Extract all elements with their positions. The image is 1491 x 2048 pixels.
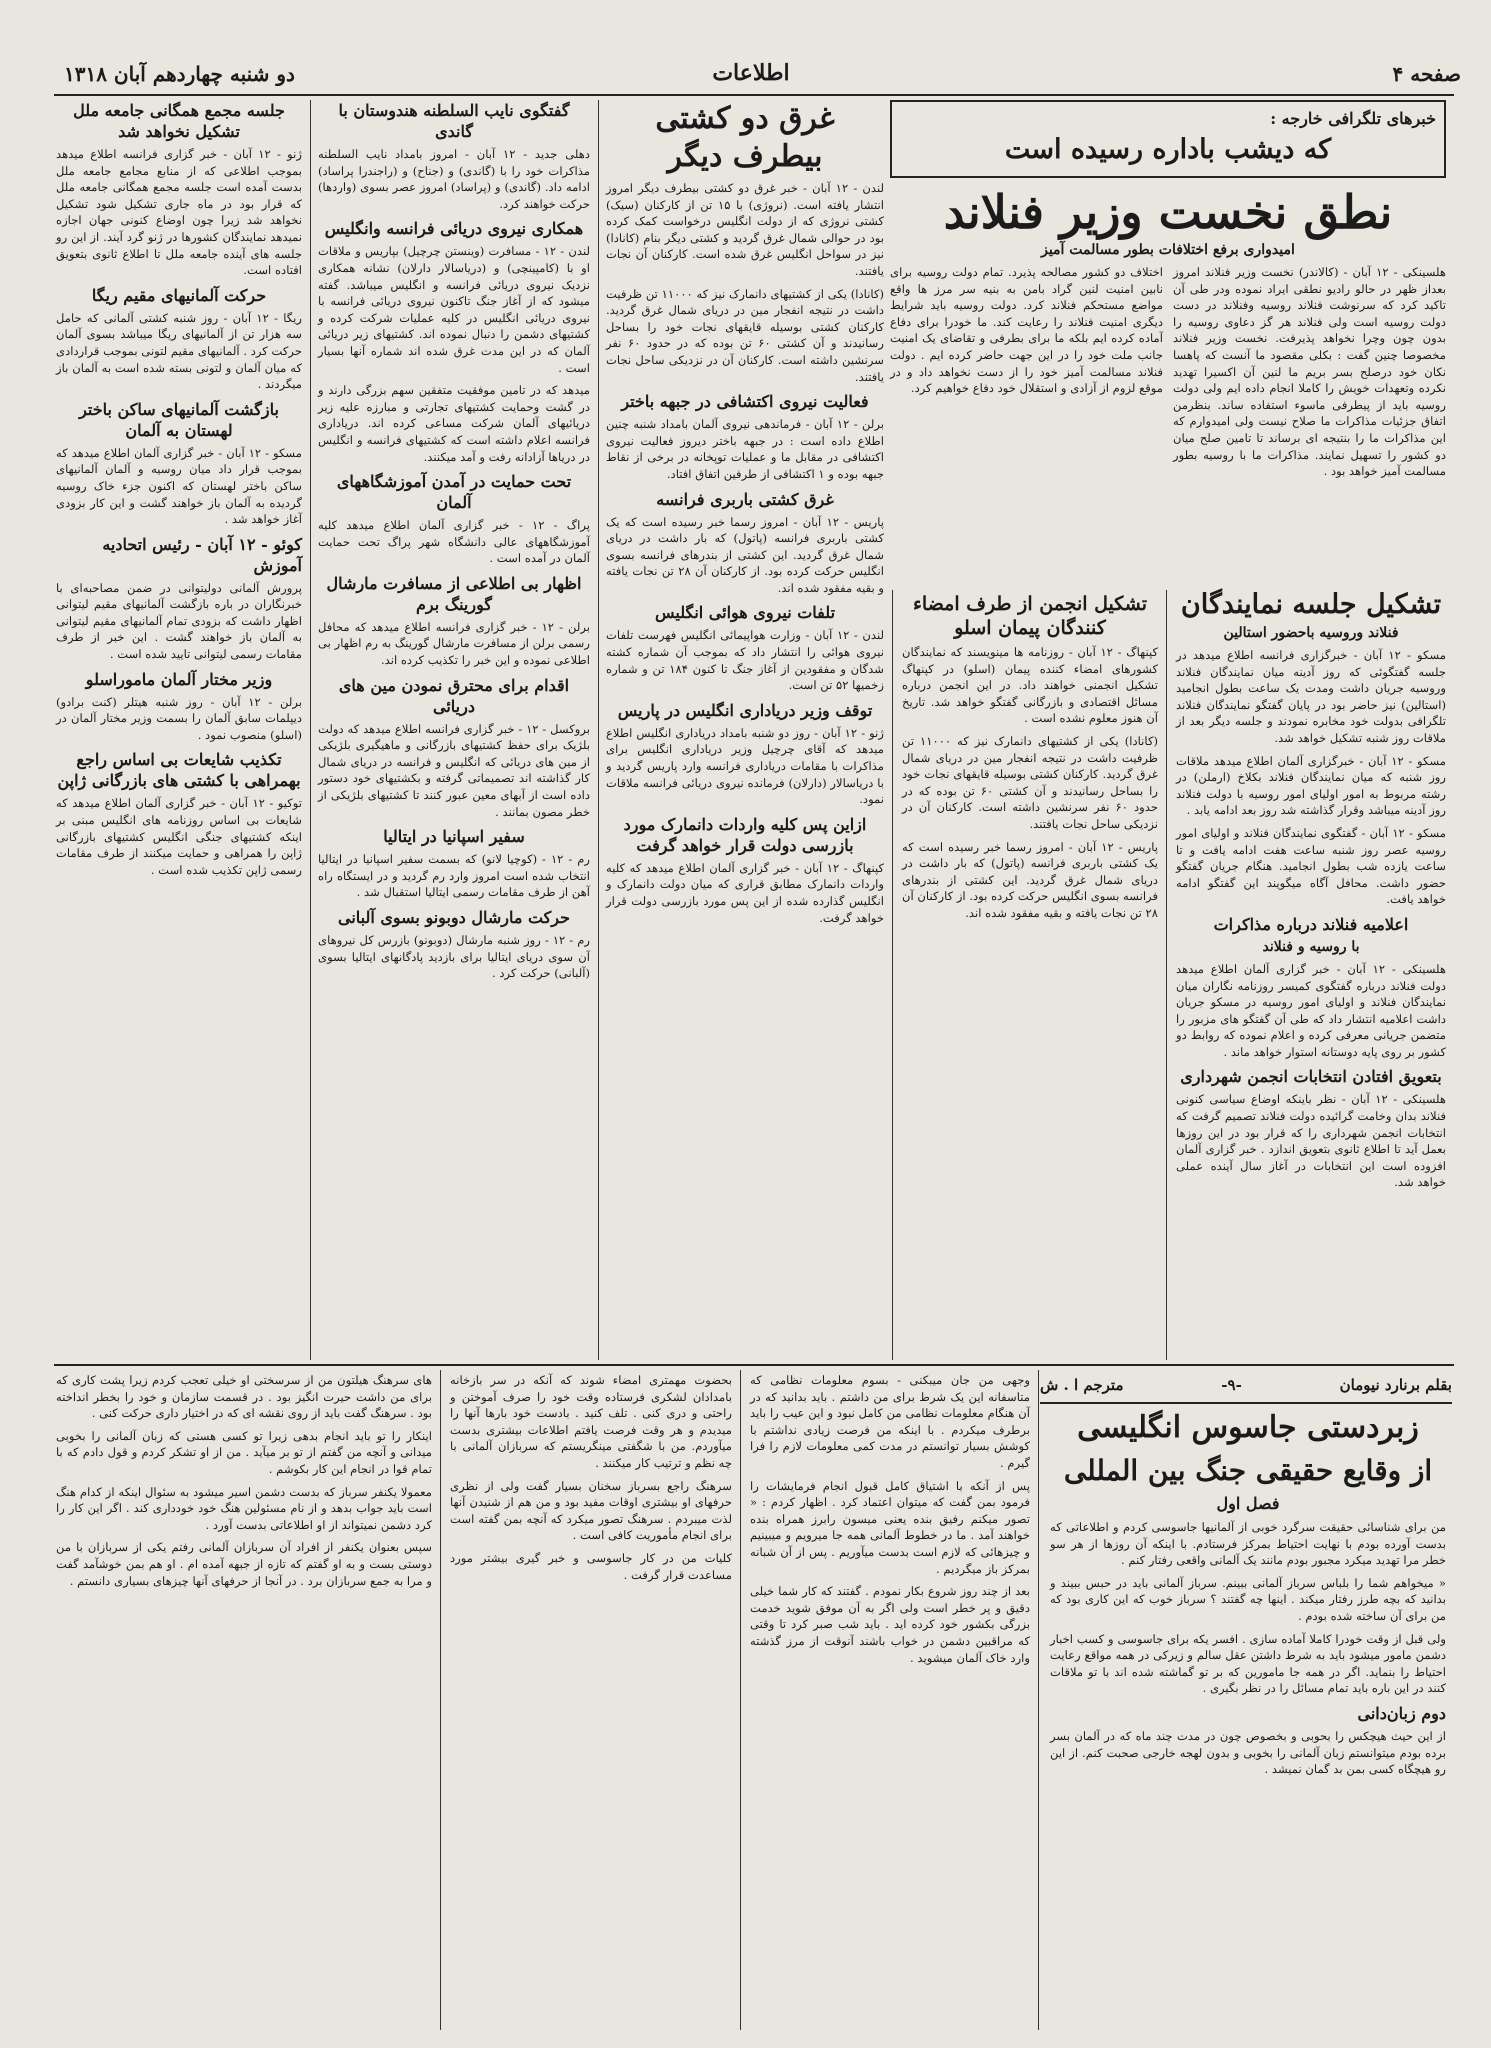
article-paragraph: لندن - ۱۲ آبان - وزارت هواپیمائی انگلیس فهرست تلفات نیروی هوائی را انتشار داد که بموجب آن شماره کشته شدگان و مفقودین از آغاز جنگ تا کنون ۱۸۴ تن و شماره زخمیها ۵۲ تن است. xyxy=(606,628,885,693)
page-number: صفحه ۴ xyxy=(1392,62,1461,86)
article-headline: بازگشت آلمانیهای ساکن باختر لهستان به آلمان xyxy=(79,399,279,440)
article-paragraph: اختلاف دو کشور مصالحه پذیرد. تمام دولت روسیه برای نابین امنیت لنین گراد بامن به بنیه سر مرز ها واقع مواضع مستحکم فنلاند کرد. دولت روسیه باید شرایط دیگری امنیت فنلاند را رعایت کند. ما خودرا برای دفاع آماده کرده ایم بلکه ما برای بطرفی و تقاضای یک امنیت جانب ملت خود را در این جهت حاضر کرده ایم . دولت فنلاند مسالمت آمیز خود را از دست نخواهد داد و در موقع لزوم از آزادی و استقلال خود دفاع خواهیم کرد. xyxy=(890,265,1163,396)
serial-author: بقلم برنارد نیومان xyxy=(1339,1376,1452,1394)
article-two-col xyxy=(890,264,1446,486)
article-headline: بتعویق افتادن انتخابات انجمن شهرداری xyxy=(1180,1067,1442,1087)
article-paragraph: میدهد که در تامین موفقیت متفقین سهم بزرگی دارند و در گشت وحمایت کشتیهای تجارتی و مبارزه علیه زیر دریائیهای آلمان شرکت مساعی کرده اند. دریاداری فرانسه اعلام داشته است که کشتیهای فرانسه و انگلیس در دریاها آزادانه رفت و آمد میکنند. xyxy=(318,383,590,464)
serial-paragraph: پس از آنکه با اشتیاق کامل قبول انجام فرمایشات را فرمود بمن گفت که میتوان اعتماد کرد . اظهار کردم : « تصور میکنم رفیق بنده یعنی میسون رابرز همراه بنده خواهند آمد . ما در خطوط آلمانی همه جا میرویم و میبینیم و چیزهائی که لازم است بدست میآوریم . پس از آن شبانه بمرکز باز میگردیم . xyxy=(750,1478,1030,1576)
serial-paragraph: اینکار را تو باید انجام بدهی زیرا تو کسی هستی که زبان آلمانی را بخوبی میدانی و آنچه من گفتم از تو بر میآید . من از او تشکر کردم و قول دادم که با تمام قوا در انجام این کار بکوشم . xyxy=(56,1428,432,1476)
article-headline: غرق دو کشتی بیطرف دیگر xyxy=(655,101,835,174)
article-paragraph: دهلی جدید - ۱۲ آبان - امروز بامداد نایب السلطنه مذاکرات خود را با (گاندی) و (جناح) و (راجندرا پراساد) ادامه داد. (گاندی) و (پراساد) امروز عصر بسوی (واردها) حرکت خواهند کرد. xyxy=(318,147,590,211)
article-headline: نطق نخست وزیر فنلاند xyxy=(943,185,1393,239)
article-headline: تلفات نیروی هوائی انگلیس xyxy=(654,603,836,623)
article-headline: اظهار بی اطلاعی از مسافرت مارشال گورینگ برم xyxy=(326,573,582,614)
article-headline: سفیر اسپانیا در ایتالیا xyxy=(383,827,525,847)
article-subhead: فنلاند وروسیه باحضور استالین xyxy=(1223,625,1399,641)
column-divider xyxy=(440,1370,441,2030)
column-divider xyxy=(310,100,311,1360)
article-paragraph: پاریس - ۱۲ آبان - امروز رسما خبر رسیده است که یک کشتی باربری فرانسه (پاتول) که بار داشت در دریای شمال غرق گردید. این کشتی از بندرهای فرانسه بسوی انگلیس حرکت کرده بود. از کارکنان آن ۲۸ تن نجات یافته و بقیه مفقود شده اند. xyxy=(606,514,884,595)
foreign-news-box xyxy=(890,100,1446,178)
article-headline: کوئو - ۱۲ آبان - رئیس اتحادیه آموزش xyxy=(102,534,302,575)
article-headline: تحت حمایت در آمدن آموزشگاههای آلمان xyxy=(336,472,572,513)
article-paragraph: لندن - ۱۲ آبان - خبر غرق دو کشتی بیطرف دیگر امروز انتشار یافته است. (نروژی) با ۱۵ تن از کارکنان (سیک) کشتی نروژی که از دولت انگلیس درخواست کمک کرده بود در حوالی شمال غرق گردید و کشتی دیگر بنام (کانادا) نیز در سواحل انگلیس غرق شده است. کارکنان آن نجات یافتند. xyxy=(606,181,885,278)
serial-paragraph: وجهی من جان میبکنی - بسوم معلومات نظامی که متاسفانه این یک شرط برای من داشتم . باید بدانید که در آن هنگام معلومات نظامی من کامل نبود و این عیب را باید برطرف میکردم . با اینکه من فرصت زیادی نداشتم با کوشش بسیار توانستم در مدت کمی معلومات لازم را فرا گیرم . xyxy=(750,1373,1030,1470)
serial-byline-bar xyxy=(1040,1370,1452,1400)
newspaper-name: اطلاعات xyxy=(712,60,790,86)
article-paragraph: مسکو - ۱۲ آبان - گفتگوی نمایندگان فنلاند و اولیای امور روسیه عصر روز شنبه ساعت هفت ادامه یافت و تا ساعت یازده شب بطول انجامید. هنگام جریان گفتگو حضور داشت. محافل آگاه میگویند این گفتگو ادامه خواهد یافت. xyxy=(1176,825,1447,907)
article-headline: حرکت آلمانیهای مقیم ریگا xyxy=(91,285,267,305)
serial-paragraph: کلیات من در کار جاسوسی و خبر گیری بیشتر مورد مساعدت قرار گرفت . xyxy=(450,1550,732,1582)
serial-title: زبردستی جاسوس انگلیسی xyxy=(1077,1410,1419,1445)
serial-column-2 xyxy=(744,1372,1036,2028)
section-rule xyxy=(54,1364,1454,1366)
serial-paragraph: من برای شناسائی حقیقت سرگرد خوبی از آلمانیها جاسوسی کردم و اطلاعاتی که بدست آورده بودم با نهایت احتیاط بمرکز فرستادم. با اینکه آن روزها از هر سو خطر مرا تهدید میکرد مجبور بودم مانند یک آلمانی واقعی رفتار کنم . xyxy=(1050,1520,1446,1568)
article-headline: گفتگوی نایب السلطنه هندوستان با گاندی xyxy=(338,101,570,141)
column-divider xyxy=(740,1370,741,2030)
serial-translator: مترجم ا . ش xyxy=(1040,1376,1124,1394)
article-headline: همکاری نیروی دریائی فرانسه وانگلیس xyxy=(324,219,584,239)
column-divider xyxy=(1038,1370,1039,2030)
header-rule xyxy=(54,94,1454,96)
news-column-finland-2 xyxy=(1170,588,1452,1488)
column-divider xyxy=(1166,590,1167,1360)
article-paragraph: مسکو - ۱۲ آبان - خبرگزاری آلمان اطلاع میدهد ملاقات روز شنبه که میان نمایندگان فنلاند بکلاخ (ارملن) در رشته مربوط به امور اولیای امور روسیه با دولت فنلاند روز آدینه میباشد وقرار گذاشته شد روز بعد ادامه یابد . xyxy=(1176,753,1447,818)
article-headline: حرکت مارشال دوبونو بسوی آلبانی xyxy=(337,908,571,927)
article-subhead: امیدواری برفع اختلافات بطور مسالمت آمیز xyxy=(1041,242,1295,258)
article-paragraph: هلسینکی - ۱۲ آبان - خبر گزاری آلمان اطلاع میدهد دولت فنلاند درباره گفتگوی کمیسر روزنامه نگاران میان نمایندگان فنلاند و اولیای امور روسیه در مسکو جریان داشت اعلامیه انتشار داد که طی آن گفتگو های مزبور را متضمن جریانی معرفی کرده و اعلام نموده که روابط دو کشور بر روی پایه دوستانه استوار خواهد ماند . xyxy=(1176,961,1446,1059)
news-column-ships xyxy=(600,100,890,1360)
section-kicker: خبرهای تلگرافی خارجه : xyxy=(1270,109,1436,128)
serial-byline-rule xyxy=(1040,1402,1452,1404)
article-headline: تشکیل انجمن از طرف امضاء کنندگان پیمان اسلو xyxy=(912,593,1147,639)
column-divider xyxy=(598,100,599,1360)
serial-paragraph: ولی قبل از وقت خودرا کاملا آماده سازی . افسر یکه برای جاسوسی و کسب اخبار دشمن مامور میشود باید به شرط داشتن عقل سالم و زیرکی در همه مواقع رعایت احتیاط را بنماید. اگر در همه جا مامورین که بر تو گماشته شده اند با تو ملاقات کنند در این باره باید تمام مسائل را در نظر بگیری . xyxy=(1050,1631,1446,1696)
serial-chapter: فصل اول xyxy=(1216,1494,1280,1513)
serial-column-3 xyxy=(444,1372,738,2028)
article-headline: جلسه مجمع همگانی جامعه ملل تشکیل نخواهد شد xyxy=(73,101,285,141)
article-paragraph: کپنهاگ - ۱۲ آبان - روزنامه ها مینویسند که نمایندگان کشورهای امضاء کننده پیمان (اسلو) در کپنهاگ تشکیل انجمنی خواهند داد. در این انجمن درباره مسائل اقتصادی و بازرگانی گفتگو خواهد شد. تاریخ آن هنوز معلوم نشده است . xyxy=(902,645,1158,726)
serial-episode: -۹- xyxy=(1221,1376,1242,1394)
serial-subtitle: از وقایع حقیقی جنگ بین المللی xyxy=(1063,1454,1433,1487)
article-headline: اعلامیه فنلاند درباره مذاکرات xyxy=(1213,914,1409,934)
article-headline: تشکیل جلسه نمایندگان xyxy=(1180,589,1442,620)
article-paragraph: بروکسل - ۱۲ - خبر گزاری فرانسه اطلاع میدهد که دولت بلژیک برای حفظ کشتیهای بازرگانی و ماهیگیری بلژیکی از مین های دریائی که انگلیس و فرانسه در دریای شمال کار گذاشته اند تصمیماتی گرفته و بکشتیهای خود دستور داده است از آبهای معین عبور کنند تا کشتیهای بلژیکی از خطر مصون بمانند . xyxy=(318,721,590,819)
serial-paragraph: از این حیث هیچکس را بحوبی و بخصوص چون در مدت چند ماه که در آلمان بسر برده بودم میتوانستم زبان آلمانی را بخوبی و بدون لهجه خارجی صحبت کنم. از این رو هیچگاه کسی بمن بد گمان نمیشد . xyxy=(1050,1728,1446,1777)
news-column-india xyxy=(312,100,596,1360)
article-headline: غرق کشتی باربری فرانسه xyxy=(656,489,834,509)
serial-paragraph: سپس بعنوان یکنفر از افراد آن سربازان آلمانی رفتم یکی از سربازان با من دوستی بست و به او گفتم که تازه از جبهه آمده ام . او هم بمن خوشآمد گفت و مرا به جمع سربازان برد . در آنجا از حرفهای آنها چیزهای بسیاری دانستم . xyxy=(56,1540,432,1588)
article-paragraph: توکیو - ۱۲ آبان - خبر گزاری آلمان اطلاع میدهد که شایعات بی اساس روزنامه های انگلیس مبنی بر اینکه کشتیهای جنگی انگلیس کشتیهای بازرگانی ژاپن را همراهی و حمایت میکنند از طرف مقامات رسمی ژاپن تکذیب شده است . xyxy=(56,796,302,877)
article-paragraph: هلسینکی - ۱۲ آبان - (کالاندر) نخست وزیر فنلاند امروز بعداز ظهر در حالو رادیو نطقی ایراد نموده ودر طی آن تاکید کرد که سرنوشت فنلاند روسیه وفنلاند در دست دولت روسیه است ولی فنلاند هر گز دعاوی روسیه را بدون چون وچرا نخواهد پذیرفت. نخست وزیر فنلاند مخصوصا چنین گفت : بکلی مقصود ما آنست که پاهسا نکان خود درصلح بسر بریم ما لنین آن اکسیرا تهدید نکرده وتعهدات خویش را کاملا انجام داده ایم ولی دولت روسیه باید از پیطرفی ماسوء استفاده ساند. بنظرمن اتفاق جزئیات مذاکرات ما صلاح نیست ولی امیدوارم که این مذاکرات ما را بنتیجه ای برساند تا تامین صلح میان دو کشور را تسهیل نمایند. مذاکرات ما با روسیه بطور مسالمت آمیز خواهد بود . xyxy=(1173,265,1446,479)
serial-column-1 xyxy=(1044,1408,1452,2028)
article-headline: تکذیب شایعات بی اساس راجع بهمراهی با کشتی های بازرگانی ژاپن xyxy=(57,750,301,791)
article-paragraph: برلن - ۱۲ آبان - فرماندهی نیروی آلمان بامداد شنبه چنین اطلاع داده است : در جبهه باختر دیروز فعالیت نیروی اکتشافی در مقابل ما و عملیات توپخانه در برخی از نقاط جبهه بوده و ۱ اکتشافی از طرفین اتفاق افتاد. xyxy=(606,417,884,481)
article-paragraph: مسکو - ۱۲ آبان - خبر گزاری آلمان اطلاع میدهد که بموجب قرار داد میان روسیه و آلمان آلمانیهای ساکن باختر لهستان که اکنون جزء خاک روسیه گردیده به آلمان باز خواهند گشت و این کار بزودی آغاز خواهد شد . xyxy=(56,445,302,527)
serial-paragraph: بحضوت مهمتری امضاء شوند که آنکه در سر بازخانه بامدادان لشکری فرستاده وقت خود را صرف آموختن و راحتی و دری کنی . تلف کنید . بادست خود بارها آنها را میدیدم و هر وقت فرصت یافتم اطلاعات بیشتری بدست میآوردم. من با شگفتی مینگریستم که سربازان آلمانی با چه نظم و ترتیب کار میکنند . xyxy=(450,1373,732,1470)
article-paragraph: ریگا - ۱۲ آبان - روز شنبه کشتی آلمانی که حامل سه هزار تن از آلمانیهای ریگا میباشد بسوی آلمان حرکت کرد . آلمانیهای مقیم لتونی بموجب قراردادی که میان آلمان و لتونی بسته شده است به آلمان باز میگردند . xyxy=(56,310,302,392)
article-subhead: با روسیه و فنلاند xyxy=(1262,938,1360,955)
article-paragraph: ژنو - ۱۲ آبان - روز دو شنبه بامداد دریاداری انگلیس اطلاع میدهد که آقای چرچیل وزیر دریاداری انگلیس برای مذاکرات با مقامات دریاداری فرانسه وارد پاریس گردید و با دریاسالار (دارلان) فرمانده نیروی دریائی فرانسه ملاقات نمود. xyxy=(606,725,884,807)
article-paragraph: هلسینکی - ۱۲ آبان - نظر باینکه اوضاع سیاسی کنونی فنلاند بدان وخامت گرائیده دولت فنلاند تصمیم گرفت که انتخابات انجمن شهرداری را که قرار بود در این روزها بعمل آید تا اطلاع ثانوی بتعویق اندازد . خبر گزاری آلمان افزوده است این انتخابات در آغاز سال آینده عملی خواهد شد. xyxy=(1176,1092,1446,1190)
article-headline: ازاین پس کلیه واردات دانمارک مورد بازرسی دولت قرار خواهد گرفت xyxy=(623,814,867,855)
article-headline: فعالیت نیروی اکتشافی در جبهه باختر xyxy=(621,392,869,412)
news-column-league xyxy=(50,100,308,1360)
article-paragraph: برلن - ۱۲ آبان - روز شنبه هیتلر (کنت برادو) دیپلمات سابق آلمان را بسمت وزیر مختار آلمان در (اسلو) منصوب نمود . xyxy=(56,694,302,742)
serial-subheading: دوم زبان‌دانی xyxy=(1357,1703,1446,1723)
serial-paragraph: « میخواهم شما را بلباس سرباز آلمانی ببینم. سرباز آلمانی باید در حبس ببیند و بدانید که بچه طرز رفتار میکند . اینها چه گفتند ؟ سرباز خوب که این کاری بود که من برای آن ساخته شده بودم . xyxy=(1050,1575,1446,1623)
article-paragraph: رم - ۱۲ - (کوچیا لانو) که بسمت سفیر اسپانیا در ایتالیا انتخاب شده است امروز وارد رم گردید و در ایستگاه راه آهن از طرف مقامات رسمی ایتالیا استقبال شد . xyxy=(318,852,590,900)
article-paragraph: پاریس - ۱۲ آبان - امروز رسما خبر رسیده است که یک کشتی باربری فرانسه (پاتول) که بار داشت در دریای شمال غرق گردید. این کشتی از بندرهای فرانسه بسوی انگلیس حرکت کرده بود. از کارکنان آن ۲۸ تن نجات یافته و بقیه مفقود شده اند. xyxy=(902,839,1159,920)
serial-paragraph: های سرهنگ هیلتون من از سرسختی او خیلی تعجب کردم زیرا پشت کاری که برای من داشت حیرت انگیز بود . در قسمت سازمان و خود را بخطر انداخته بود . سرهنگ گفت باید از روی نقشه ای که در اختیار داری حرکت کنی . xyxy=(56,1373,432,1421)
article-paragraph: رم - ۱۲ - روز شنبه مارشال (دوبونو) بازرس کل نیروهای آن سوی دریای ایتالیا برای بازدید پادگانهای ایتالیا بسوی (آلبانی) حرکت کرد . xyxy=(318,933,590,981)
serial-paragraph: سرهنگ راجع بسرباز سخنان بسیار گفت ولی از نظری حرفهای او بیشتری اوقات مفید بود و من هم از شنیدن آنها لذت میبردم . سرهنگ تصور میکرد که آنچه بمن گفته است برای انجام مأموریت کافی است . xyxy=(450,1478,732,1543)
article-paragraph: (کانادا) یکی از کشتیهای دانمارک نیز که ۱۱۰۰۰ تن ظرفیت داشت در نتیجه انفجار مین در دریای شمال غرق گردید. کارکنان کشتی بوسیله قایقهای نجات خود را بساحل رسانیدند و آن کشتی ۶۰ تن بوده که در حدود ۶۰ نفر سرنشین داشته است. کارکنان آن در نزدیکی ساحل نجات یافتند. xyxy=(606,286,884,384)
serial-paragraph: بعد از چند روز شروع بکار نمودم . گفتند که کار شما خیلی دقیق و پر خطر است ولی اگر به آن موفق شوید خدمت بزرگی بکشور خود کرده اید . باید شب صبر کرد تا وقتی که مراقبین دشمن در خواب باشند آنوقت از مرز گذشته وارد خاک آلمان میشوید . xyxy=(750,1584,1030,1665)
article-headline: وزیر مختار آلمان ماموراسلو xyxy=(85,669,273,689)
article-paragraph: پرورش آلمانی دولیتوانی در ضمن مصاحبه‌ای با خبرنگاران در باره بازگشت آلمانیهای مقیم لیتوانی اظهار داشت که بزودی تمام آلمانیهای مقیم لیتوانی به آلمان باز خواهند گشت . این خبر از طرف مقامات رسمی لیتوانی تایید شده است . xyxy=(56,580,302,662)
article-headline: اقدام برای محترق نمودن مین های دریائی xyxy=(338,675,570,716)
article-paragraph: برلن - ۱۲ - خبر گزاری فرانسه اطلاع میدهد که محافل رسمی برلن از مسافرت مارشال گورینگ به رم اظهار بی اطلاعی نموده و این خبر را تکذیب کرده اند. xyxy=(318,619,590,668)
serial-column-4 xyxy=(50,1372,438,2028)
article-paragraph: مسکو - ۱۲ آبان - خبرگزاری فرانسه اطلاع میدهد در جلسه گفتگوئی که روز آدینه میان نمایندگان فنلاند وروسیه جریان داشت ومدت یک ساعت بطول انجامید (استالین) نیز حاضر بود در پایان گفتگو نمایندگان فنلاند تلگرافی بدولت خود مخابره نمودند و جلسه دیگر بعد از ملاقات روز شنبه تشکیل خواهد شد. xyxy=(1176,648,1446,745)
article-paragraph: (کانادا) یکی از کشتیهای دانمارک نیز که ۱۱۰۰۰ تن ظرفیت داشت در نتیجه انفجار مین در دریای شمال غرق گردید. کارکنان کشتی بوسیله قایقهای نجات خود را بساحل رسانیدند و آن کشتی ۶۰ تن بوده که در حدود ۶۰ نفر سرنشین داشته است. کارکنان آن در نزدیکی ساحل نجات یافتند. xyxy=(902,733,1158,831)
article-headline: توقف وزیر دریاداری انگلیس در پاریس xyxy=(617,700,873,720)
article-paragraph: پراگ - ۱۲ - خبر گزاری آلمان اطلاع میدهد کلیه آموزشگاههای عالی دانشگاه شهر پراگ تحت حمایت آلمان در آمده است . xyxy=(318,518,590,566)
article-paragraph: ژنو - ۱۲ آبان - خبر گزاری فرانسه اطلاع میدهد بموجب اطلاعی که از منابع مجامع جامعه ملل بدست آمده است جلسه مجمع همگانی جامعه ملل که قرار بود در ماه جاری تشکیل شود تشکیل نخواهد شد زیرا چون اوضاع کنونی جهان اجازه نمیدهد نمایندگان کشورها در ژنو گرد آیند. از این رو جلسه های آینده جامعه ملل تا اطلاع ثانوی بتعویق افتاده است. xyxy=(56,147,302,278)
section-kicker-title: که دیشب باداره رسیده است xyxy=(1004,134,1332,165)
serial-paragraph: معمولا یکنفر سرباز که بدست دشمن اسیر میشود به سئوال اینکه از کدام هنگ است باید جواب بدهد و از نام مسئولین هنگ خود خودداری کند . اگر این کار را کرد دشمن نمیتواند از او اطلاعاتی بدست آورد . xyxy=(56,1484,432,1532)
article-paragraph: کپنهاگ - ۱۲ آبان - خبر گزاری آلمان اطلاع میدهد که کلیه واردات دانمارک مطابق قراری که میان دولت دانمارک و انگلیس گذارده شده از این پس مورد بازرسی دولت قرار خواهد گرفت. xyxy=(606,860,884,925)
issue-date: دو شنبه چهاردهم آبان ۱۳۱۸ xyxy=(64,62,295,86)
article-paragraph: لندن - ۱۲ - مسافرت (وینستن چرچیل) بپاریس و ملاقات او با (کامپینچی) و (دریاسالار دارلان) نشانه همکاری نزدیک نیروی دریائی فرانسه و انگلیس میباشد. گفته میشود که از آغاز جنگ تاکنون نیروی دریائی فرانسه با نیروی دریائی انگلیس در کلیه عملیات شرکت کرده و کشتیهای دشمن را دنبال نموده اند. کشتیهای زیر دریائی آلمان که در این مدت غرق شده اند شماره آنها بسیار است . xyxy=(318,244,591,375)
news-column-london xyxy=(896,592,1164,1360)
